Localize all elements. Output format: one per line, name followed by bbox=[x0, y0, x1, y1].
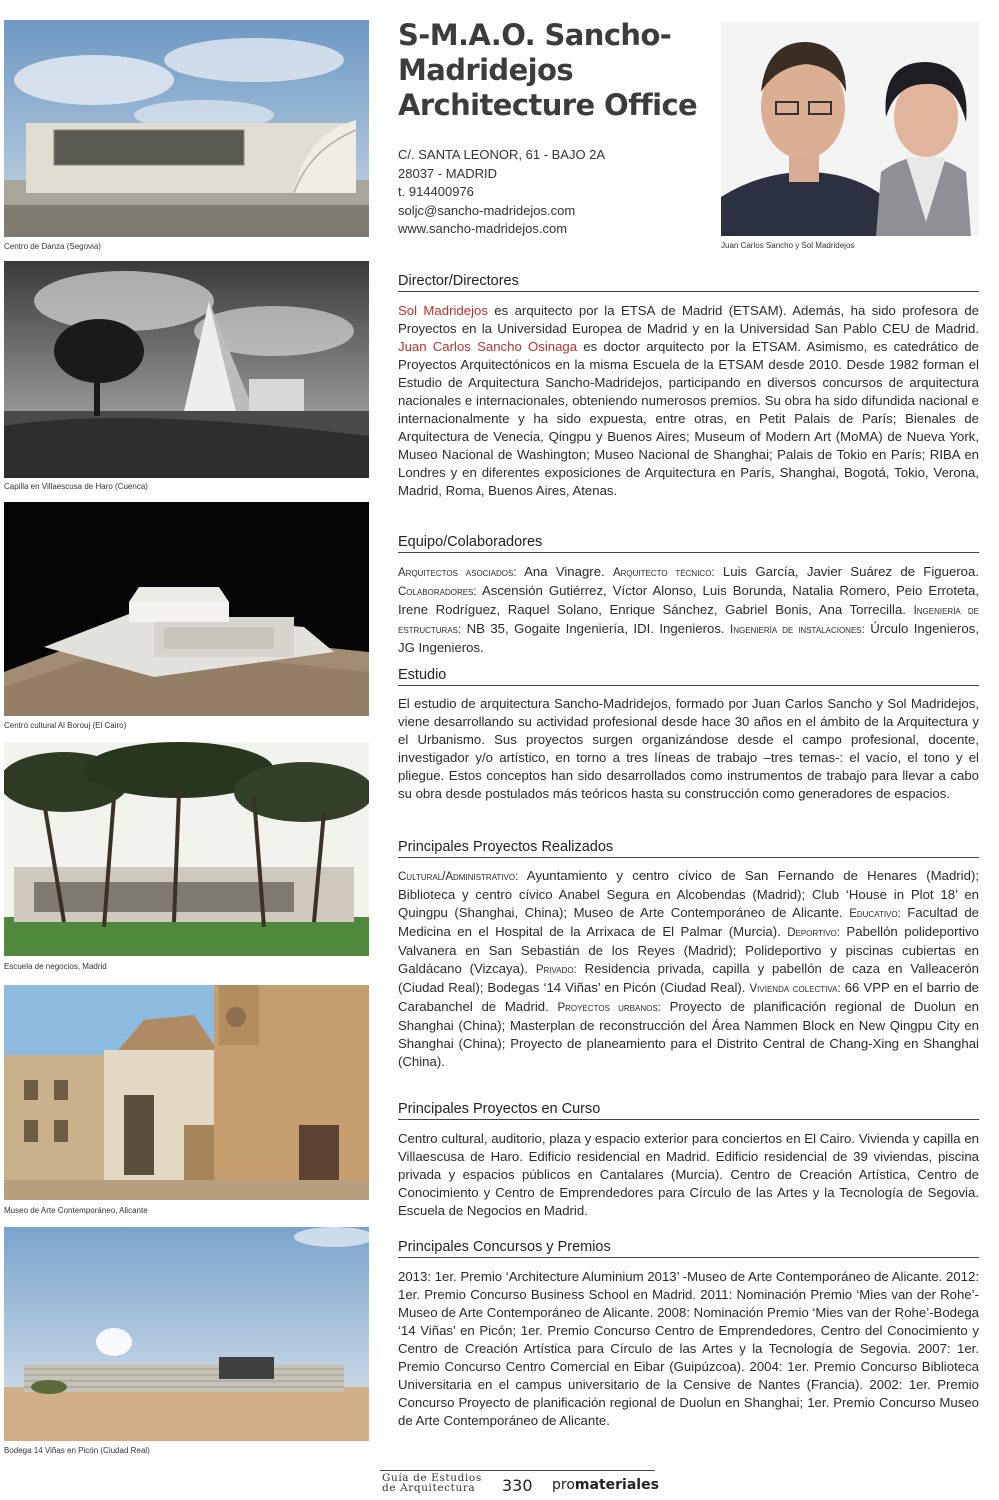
photo-caption: Capilla en Villaescusa de Haro (Cuenca) bbox=[4, 482, 148, 491]
address-line: C/. SANTA LEONOR, 61 - BAJO 2A bbox=[398, 147, 606, 162]
email-link[interactable]: soljc@sancho-madridejos.com bbox=[398, 202, 576, 218]
photo-capilla bbox=[4, 261, 369, 478]
footer-guide bbox=[382, 1473, 482, 1493]
role-names: Úrculo Ingenieros, JG Ingenieros. bbox=[398, 621, 980, 655]
photo-escuela-negocios bbox=[4, 742, 369, 956]
photo-caption: Escuela de negocios, Madrid bbox=[4, 962, 107, 971]
brand-bold: materiales bbox=[574, 1477, 659, 1493]
director-name: Sol Madridejos bbox=[398, 303, 488, 318]
title-line: Madridejos bbox=[398, 53, 573, 87]
portrait-caption: Juan Carlos Sancho y Sol Madridejos bbox=[721, 241, 855, 250]
guide-line: de Arquitectura bbox=[382, 1482, 476, 1494]
photo-caption: Bodega 14 Viñas en Picón (Ciudad Real) bbox=[4, 1446, 150, 1455]
role-label: Arquitecto técnico: bbox=[612, 567, 715, 579]
guide-line: Guía de Estudios bbox=[382, 1472, 482, 1484]
title-line: S-M.A.O. Sancho- bbox=[398, 18, 672, 52]
page-number: 330 bbox=[502, 1476, 533, 1495]
category-label: Deportivo: bbox=[787, 927, 840, 939]
director-bio: es doctor arquitecto por la ETSAM. Asimismo, es catedrático de Proyectos Arquitectónicos en la misma Escuela de la ETSAM desde 2010. Desde 1982 forman el Estudio de Arquitectura Sancho-Madridejos, participando en diversos concursos de arquitectura nacionales e internacionales, obteniendo numerosos premios. Su obra ha sido difundida nacional e internacionalmente y ha sido expuesta, entre otras, en Petit Palais de París; Bienales de Arquitectura de Venecia, Qingpu y Buenos Aires; Museum of Modern Art (MoMA) de Nueva York, Museo Nacional de Washington; Museo Nacional de Shanghai; Palais de Tokio en París; RIBA en Londres y en diferentes exposiciones de Arquitectura en París, Shanghai, Bogotá, Tokio, Verona, Madrid, Roma, Buenos Aires, Atenas. bbox=[398, 339, 979, 498]
role-names: Luis García, Javier Suárez de Figueroa. bbox=[714, 564, 980, 579]
current-text: Centro cultural, auditorio, plaza y espacio exterior para conciertos en El Cairo. Vivienda y capilla en Villaescusa de Haro. Edificio residencial en Madrid. Edificio residencial de 39 viviendas, piscina privada y espacios públicos en Cantalares (Murcia). Centro de Creación Artística, Centro de Conocimiento y Centro de Emprendedores para Círculo de las Artes y la Tecnología de Segovia. Escuela de Negocios en Madrid. bbox=[398, 1131, 979, 1218]
role-names: Ana Vinagre. bbox=[516, 564, 613, 579]
category-projects: Residencia privada, capilla y pabellón de caza en Valleacerón (Ciudad Real); Bodegas ‘14 Viñas’ en Picón (Ciudad Real). bbox=[398, 961, 979, 995]
category-label: Privado: bbox=[535, 964, 577, 976]
director-bio: es arquitecto por la ETSA de Madrid (ETSAM). Además, ha sido profesora de Proyectos en la Universidad Europea de Madrid y en la Universidad San Pablo CEU de Madrid. bbox=[398, 303, 979, 336]
brand-pre: pro bbox=[552, 1477, 575, 1493]
role-label: Colaboradores: bbox=[398, 586, 477, 598]
photo-centro-danza bbox=[4, 20, 369, 237]
section-heading-team: Equipo/Colaboradores bbox=[398, 533, 979, 553]
role-label: Arquitectos asociados: bbox=[398, 567, 517, 579]
awards-text: 2013: 1er. Premio ‘Architecture Aluminium 2013’ -Museo de Arte Contemporáneo de Alicante. 2012: 1er. Premio Concurso Business School en Madrid. 2011: Nominación Premio ‘Mies van der Rohe’-Museo de Arte Contemporáneo de Alicante. 2008: Nominación Premio ‘Mies van der Rohe’-Bodega ‘14 Viñas’ en Picón; 1er. Premio Concurso Centro de Emprendedores, Centro del Conocimiento y Centro de Creación Artística para Círculo de las Artes y la Tecnología de Segovia. 2007: 1er. Premio Concurso Centro Comercial en Eibar (Guipúzcoa). 2004: 1er. Premio Concurso Biblioteca Universitaria en el campus universitario de la Censive de Nantes (Francia). 2002: 1er. Premio Concurso Proyecto de planificación regional de Duolun en Shanghai; 1er. Premio Concurso Museo de Arte Contemporáneo de Alicante. bbox=[398, 1269, 979, 1428]
category-label: Vivienda colectiva: bbox=[749, 983, 841, 995]
photo-museo-alicante bbox=[4, 985, 369, 1200]
director-name: Juan Carlos Sancho Osinaga bbox=[398, 339, 578, 354]
category-projects: Pabellón polideportivo Valvanera en San Sebastián de los Reyes (Madrid); Polideportivo y piscinas cubiertas en Galdácano (Vizcaya). bbox=[398, 924, 980, 976]
page-title bbox=[398, 18, 718, 123]
photo-caption: Centro de Danza (Segovia) bbox=[4, 242, 101, 251]
section-heading-directors: Director/Directores bbox=[398, 272, 979, 292]
category-label: Educativo: bbox=[849, 908, 901, 920]
category-label: Cultural/Administrativo: bbox=[398, 871, 519, 883]
role-names: NB 35, Gogaite Ingeniería, IDI. Ingenieros. bbox=[461, 621, 730, 636]
page-footer bbox=[380, 1470, 659, 1496]
photo-bodega bbox=[4, 1227, 369, 1441]
category-projects: Ayuntamiento y centro cívico de San Fernando de Henares (Madrid); Biblioteca y centro cívico Anabel Segura en Alcobendas (Madrid); Club ‘House in Plot 18’ en Quingpu (Shanghai, China); Museo de Arte Contemporáneo de Alicante. bbox=[398, 868, 979, 920]
category-label: Proyectos urbanos: bbox=[557, 1002, 661, 1014]
website-link[interactable]: www.sancho-madridejos.com bbox=[398, 221, 568, 236]
photo-caption: Centro cultural Al Borouj (El Cairo) bbox=[4, 721, 127, 730]
phone-line: t. 914400976 bbox=[398, 184, 474, 199]
section-heading-awards: Principales Concursos y Premios bbox=[398, 1238, 979, 1258]
portrait-photo bbox=[721, 22, 979, 236]
category-projects: Facultad de Medicina en el Hospital de la Arrixaca de El Palmar (Murcia). bbox=[398, 905, 980, 939]
category-projects: Proyecto de planificación regional de Duolun en Shanghai (China); Masterplan de reconstrucción del Área Nammen Block en New Qingpu City en Shanghai (China); Proyecto de planeamiento para el Distrito Central de Chang-Xing en Shanghai (China). bbox=[398, 999, 980, 1069]
contact-block bbox=[398, 146, 605, 239]
category-projects: 66 VPP en el barrio de Carabanchel de Madrid. bbox=[398, 980, 979, 1014]
team-text bbox=[398, 563, 979, 657]
role-label: Ingeniería de instalaciones: bbox=[730, 624, 865, 636]
photo-caption: Museo de Arte Contemporáneo, Alicante bbox=[4, 1206, 148, 1215]
section-heading-studio: Estudio bbox=[398, 666, 979, 686]
brand-logo bbox=[552, 1477, 659, 1493]
section-heading-realized: Principales Proyectos Realizados bbox=[398, 838, 979, 858]
title-line: Architecture Office bbox=[398, 88, 698, 122]
section-heading-current: Principales Proyectos en Curso bbox=[398, 1100, 979, 1120]
photo-al-borouj bbox=[4, 502, 369, 716]
address-line: 28037 - MADRID bbox=[398, 165, 497, 181]
realized-text bbox=[398, 867, 979, 1071]
studio-text: El estudio de arquitectura Sancho-Madridejos, formado por Juan Carlos Sancho y Sol Madridejos, viene desarrollando su actividad profesional desde hace 30 años en el ámbito de la Arquitectura y el Urbanismo. Sus proyectos surgen organizándose desde el campo profesional, docente, investigador y/o artístico, en torno a tres líneas de trabajo –tres temas-: el vacío, el tono y el pliegue. Estos conceptos han sido desarrollados como instrumentos de trabajo para llevar a cabo su obra desde postulados más teóricos hasta su construcción como generadores de espacios. bbox=[398, 696, 979, 801]
directors-text bbox=[398, 302, 979, 500]
role-names: Ascensión Gutiérrez, Víctor Alonso, Luis Borunda, Natalia Romero, Peio Erroteta, Irene Rodríguez, Raquel Solano, Enrique Sánchez, Gabriel Bonis, Ana Torrecilla. bbox=[398, 583, 979, 617]
role-label: Ingeniería de estructuras: bbox=[398, 605, 980, 636]
